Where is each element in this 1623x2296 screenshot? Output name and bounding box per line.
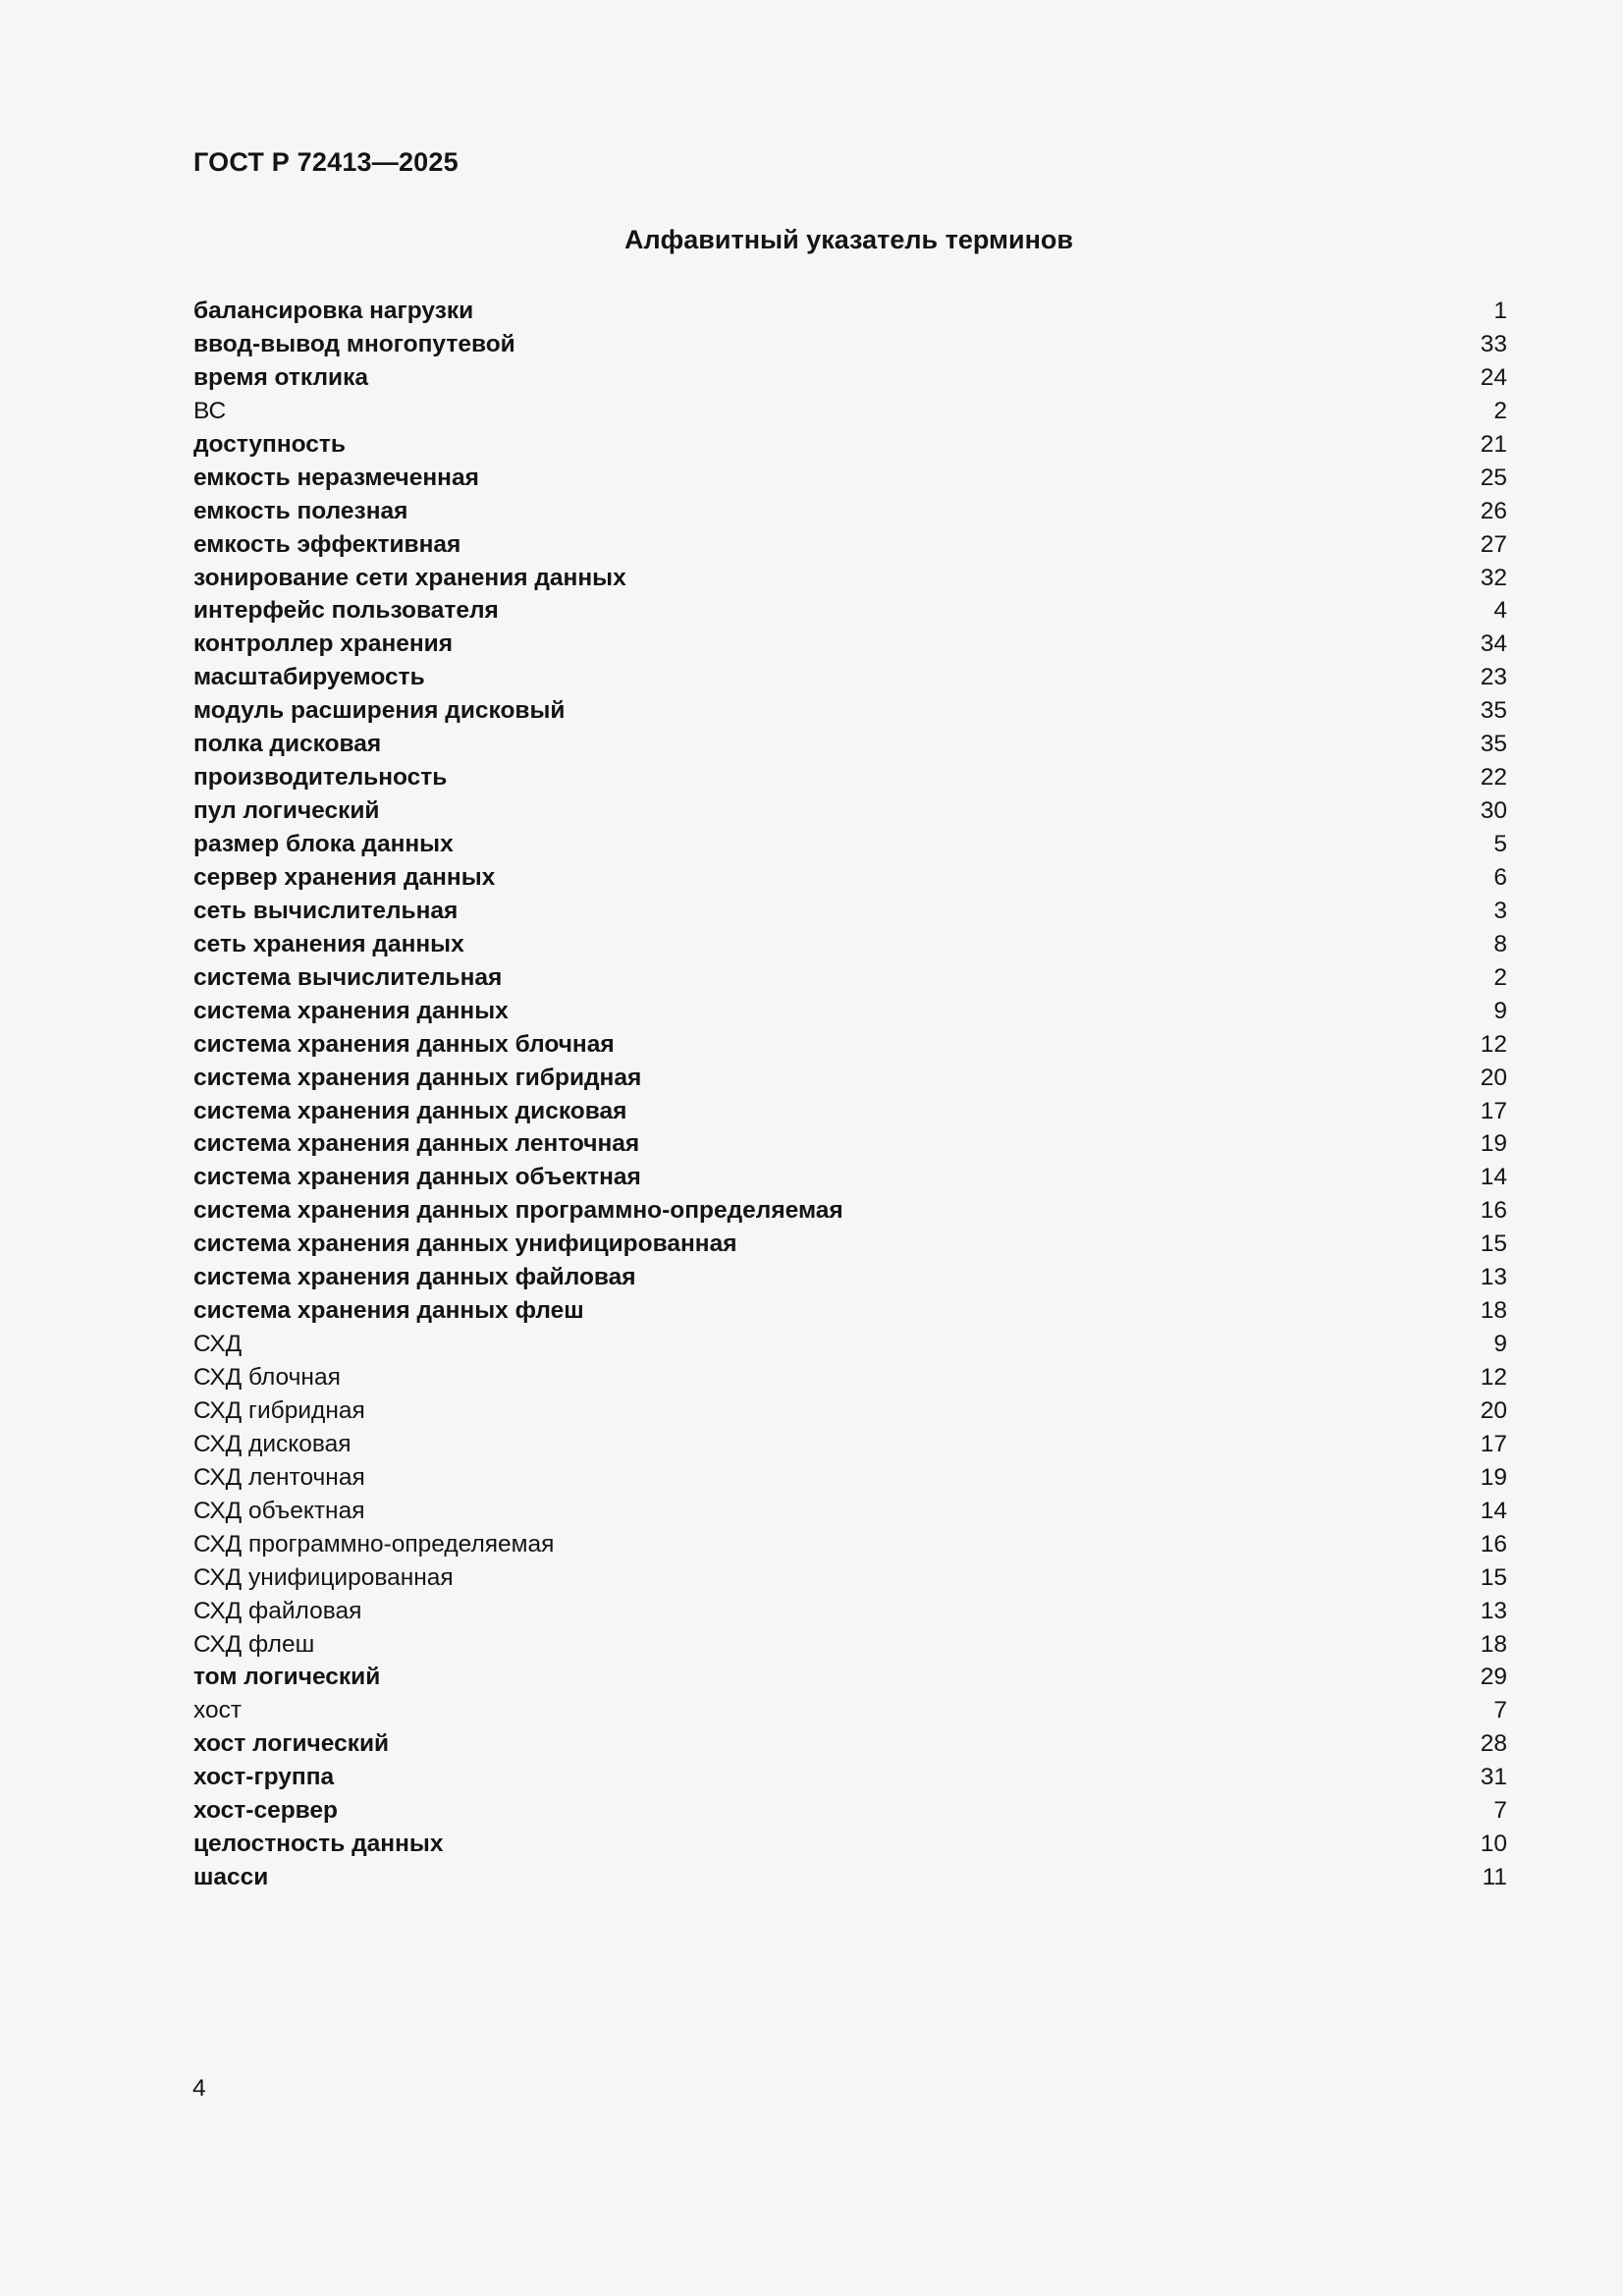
- index-term: контроллер хранения: [193, 630, 454, 658]
- index-entry-number: 28: [1480, 1730, 1507, 1758]
- index-term: СХД файловая: [193, 1597, 362, 1624]
- index-term: хост логический: [193, 1730, 390, 1758]
- index-entry-number: 5: [1493, 831, 1507, 857]
- index-term: емкость эффективная: [193, 530, 461, 558]
- index-entry: [193, 1761, 1507, 1794]
- index-entry-number: 12: [1480, 1030, 1507, 1058]
- index-term: сервер хранения данных: [193, 863, 496, 891]
- index-entry: [193, 1561, 1507, 1595]
- index-entry-number: 35: [1480, 697, 1507, 725]
- index-entry-number: 18: [1480, 1630, 1507, 1658]
- index-entry-number: 2: [1493, 397, 1507, 424]
- index-term: производительность: [193, 764, 448, 792]
- index-entry-number: 15: [1480, 1230, 1507, 1258]
- index-term: хост-сервер: [193, 1797, 338, 1825]
- index-term: балансировка нагрузки: [193, 298, 474, 324]
- index-term: шасси: [193, 1864, 269, 1891]
- index-entry-number: 6: [1493, 863, 1507, 891]
- index-entry-number: 30: [1480, 797, 1507, 825]
- index-term: СХД блочная: [193, 1364, 341, 1391]
- index-entry-number: 13: [1480, 1264, 1507, 1291]
- index-term: СХД флеш: [193, 1630, 315, 1658]
- page-number: 4: [192, 2075, 206, 2102]
- index-entry-number: 19: [1480, 1463, 1507, 1491]
- index-entry: [193, 1028, 1507, 1062]
- index-entry: [193, 661, 1507, 694]
- index-entry: [193, 1394, 1507, 1428]
- index-entry: [193, 328, 1507, 361]
- index-entry-number: 8: [1493, 930, 1507, 957]
- index-entry: [193, 1095, 1507, 1128]
- index-term: СХД программно-определяемая: [193, 1530, 555, 1558]
- index-entry: [193, 1694, 1507, 1727]
- index-term: СХД унифицированная: [193, 1563, 454, 1591]
- index-entry: [193, 1361, 1507, 1394]
- index-entry-number: 1: [1493, 298, 1507, 324]
- index-entry: [193, 628, 1507, 661]
- index-entry: [193, 395, 1507, 428]
- index-term: СХД объектная: [193, 1497, 365, 1524]
- index-entry-number: 17: [1480, 1430, 1507, 1457]
- index-entry: [193, 462, 1507, 495]
- index-term: ввод-вывод многопутевой: [193, 330, 515, 357]
- index-entry-number: 35: [1480, 731, 1507, 758]
- index-term: целостность данных: [193, 1831, 444, 1858]
- index-entry-number: 9: [1493, 1331, 1507, 1358]
- index-entry: [193, 1161, 1507, 1194]
- index-entry-number: 24: [1480, 363, 1507, 391]
- index-term: система хранения данных унифицированная: [193, 1230, 737, 1258]
- index-entry-number: 7: [1493, 1797, 1507, 1825]
- index-entry-number: 17: [1480, 1097, 1507, 1124]
- index-entry: [193, 1428, 1507, 1461]
- index-entry-number: 20: [1480, 1064, 1507, 1091]
- index-entry-number: 29: [1480, 1664, 1507, 1691]
- index-term: зонирование сети хранения данных: [193, 564, 626, 591]
- index-entry: [193, 1328, 1507, 1361]
- index-title: Алфавитный указатель терминов: [624, 225, 1073, 254]
- index-term: пул логический: [193, 797, 380, 825]
- index-entry-number: 4: [1493, 597, 1507, 625]
- index-term: СХД ленточная: [193, 1463, 365, 1491]
- index-term: емкость полезная: [193, 497, 408, 524]
- index-entry-number: 31: [1480, 1764, 1507, 1791]
- index-entry-number: 32: [1480, 564, 1507, 591]
- index-entry: [193, 1194, 1507, 1228]
- index-term: доступность: [193, 430, 346, 458]
- index-entry: [193, 1828, 1507, 1861]
- index-entry-number: 13: [1480, 1597, 1507, 1624]
- index-entry-number: 14: [1480, 1497, 1507, 1524]
- index-entry-number: 34: [1480, 630, 1507, 658]
- index-term: система хранения данных: [193, 997, 509, 1024]
- index-entry: [193, 928, 1507, 961]
- index-term: система хранения данных дисковая: [193, 1097, 627, 1124]
- index-entry-number: 2: [1493, 963, 1507, 991]
- index-entry-number: 14: [1480, 1164, 1507, 1191]
- index-entry: [193, 594, 1507, 628]
- index-term: масштабируемость: [193, 664, 425, 691]
- index-term: хост-группа: [193, 1764, 335, 1791]
- index-term: размер блока данных: [193, 831, 454, 857]
- index-term: полка дисковая: [193, 731, 382, 758]
- index-entry-number: 7: [1493, 1697, 1507, 1724]
- index-entry: [193, 1294, 1507, 1328]
- index-entry: [193, 1228, 1507, 1261]
- index-entry: [193, 528, 1507, 562]
- index-entry: [193, 295, 1507, 328]
- index-term: емкость неразмеченная: [193, 464, 479, 491]
- index-entry: [193, 961, 1507, 995]
- index-entry: [193, 761, 1507, 794]
- index-entry-number: 3: [1493, 897, 1507, 924]
- index-term: сеть хранения данных: [193, 930, 464, 957]
- index-entry-number: 18: [1480, 1297, 1507, 1325]
- index-term: система хранения данных программно-определяемая: [193, 1197, 843, 1225]
- index-entry-number: 11: [1482, 1864, 1507, 1891]
- index-term: система хранения данных гибридная: [193, 1064, 642, 1091]
- index-entry: [193, 1062, 1507, 1095]
- index-term: модуль расширения дисковый: [193, 697, 566, 725]
- index-term: система хранения данных флеш: [193, 1297, 584, 1325]
- index-entry-number: 16: [1480, 1197, 1507, 1225]
- index-term: СХД дисковая: [193, 1430, 352, 1457]
- index-entry-number: 20: [1480, 1396, 1507, 1424]
- index-entry-number: 16: [1480, 1530, 1507, 1558]
- term-index-list: [193, 295, 1507, 1894]
- index-entry: [193, 1794, 1507, 1828]
- index-term: сеть вычислительная: [193, 897, 459, 924]
- index-term: СХД: [193, 1331, 243, 1358]
- index-entry: [193, 1628, 1507, 1662]
- index-entry: [193, 728, 1507, 761]
- index-entry: [193, 1861, 1507, 1894]
- index-entry: [193, 1528, 1507, 1561]
- index-entry-number: 21: [1480, 430, 1507, 458]
- index-entry: [193, 1661, 1507, 1694]
- index-term: система хранения данных ленточная: [193, 1130, 640, 1158]
- index-term: система хранения данных файловая: [193, 1264, 636, 1291]
- index-term: хост: [193, 1697, 243, 1724]
- index-term: ВС: [193, 397, 227, 424]
- index-entry: [193, 1261, 1507, 1294]
- index-entry-number: 23: [1480, 664, 1507, 691]
- index-entry: [193, 861, 1507, 895]
- index-entry-number: 15: [1480, 1563, 1507, 1591]
- index-term: время отклика: [193, 363, 368, 391]
- index-term: СХД гибридная: [193, 1396, 365, 1424]
- index-term: интерфейс пользователя: [193, 597, 499, 625]
- index-entry-number: 26: [1480, 497, 1507, 524]
- index-entry: [193, 895, 1507, 928]
- index-entry: [193, 1127, 1507, 1161]
- index-entry-number: 27: [1480, 530, 1507, 558]
- index-entry-number: 22: [1480, 764, 1507, 792]
- index-entry-number: 25: [1480, 464, 1507, 491]
- index-term: том логический: [193, 1664, 381, 1691]
- index-entry: [193, 694, 1507, 728]
- index-entry: [193, 361, 1507, 395]
- index-entry: [193, 562, 1507, 595]
- index-entry: [193, 495, 1507, 528]
- index-entry-number: 9: [1493, 997, 1507, 1024]
- index-entry: [193, 794, 1507, 828]
- index-entry: [193, 1495, 1507, 1528]
- standard-id-header: ГОСТ Р 72413—2025: [193, 147, 459, 177]
- index-term: система хранения данных объектная: [193, 1164, 641, 1191]
- index-entry: [193, 1727, 1507, 1761]
- index-entry: [193, 1595, 1507, 1628]
- index-entry: [193, 995, 1507, 1028]
- index-entry-number: 12: [1480, 1364, 1507, 1391]
- index-term: система вычислительная: [193, 963, 503, 991]
- index-entry: [193, 428, 1507, 462]
- index-entry-number: 33: [1480, 330, 1507, 357]
- index-term: система хранения данных блочная: [193, 1030, 615, 1058]
- index-entry-number: 19: [1480, 1130, 1507, 1158]
- index-entry-number: 10: [1480, 1831, 1507, 1858]
- index-entry: [193, 828, 1507, 861]
- index-entry: [193, 1461, 1507, 1495]
